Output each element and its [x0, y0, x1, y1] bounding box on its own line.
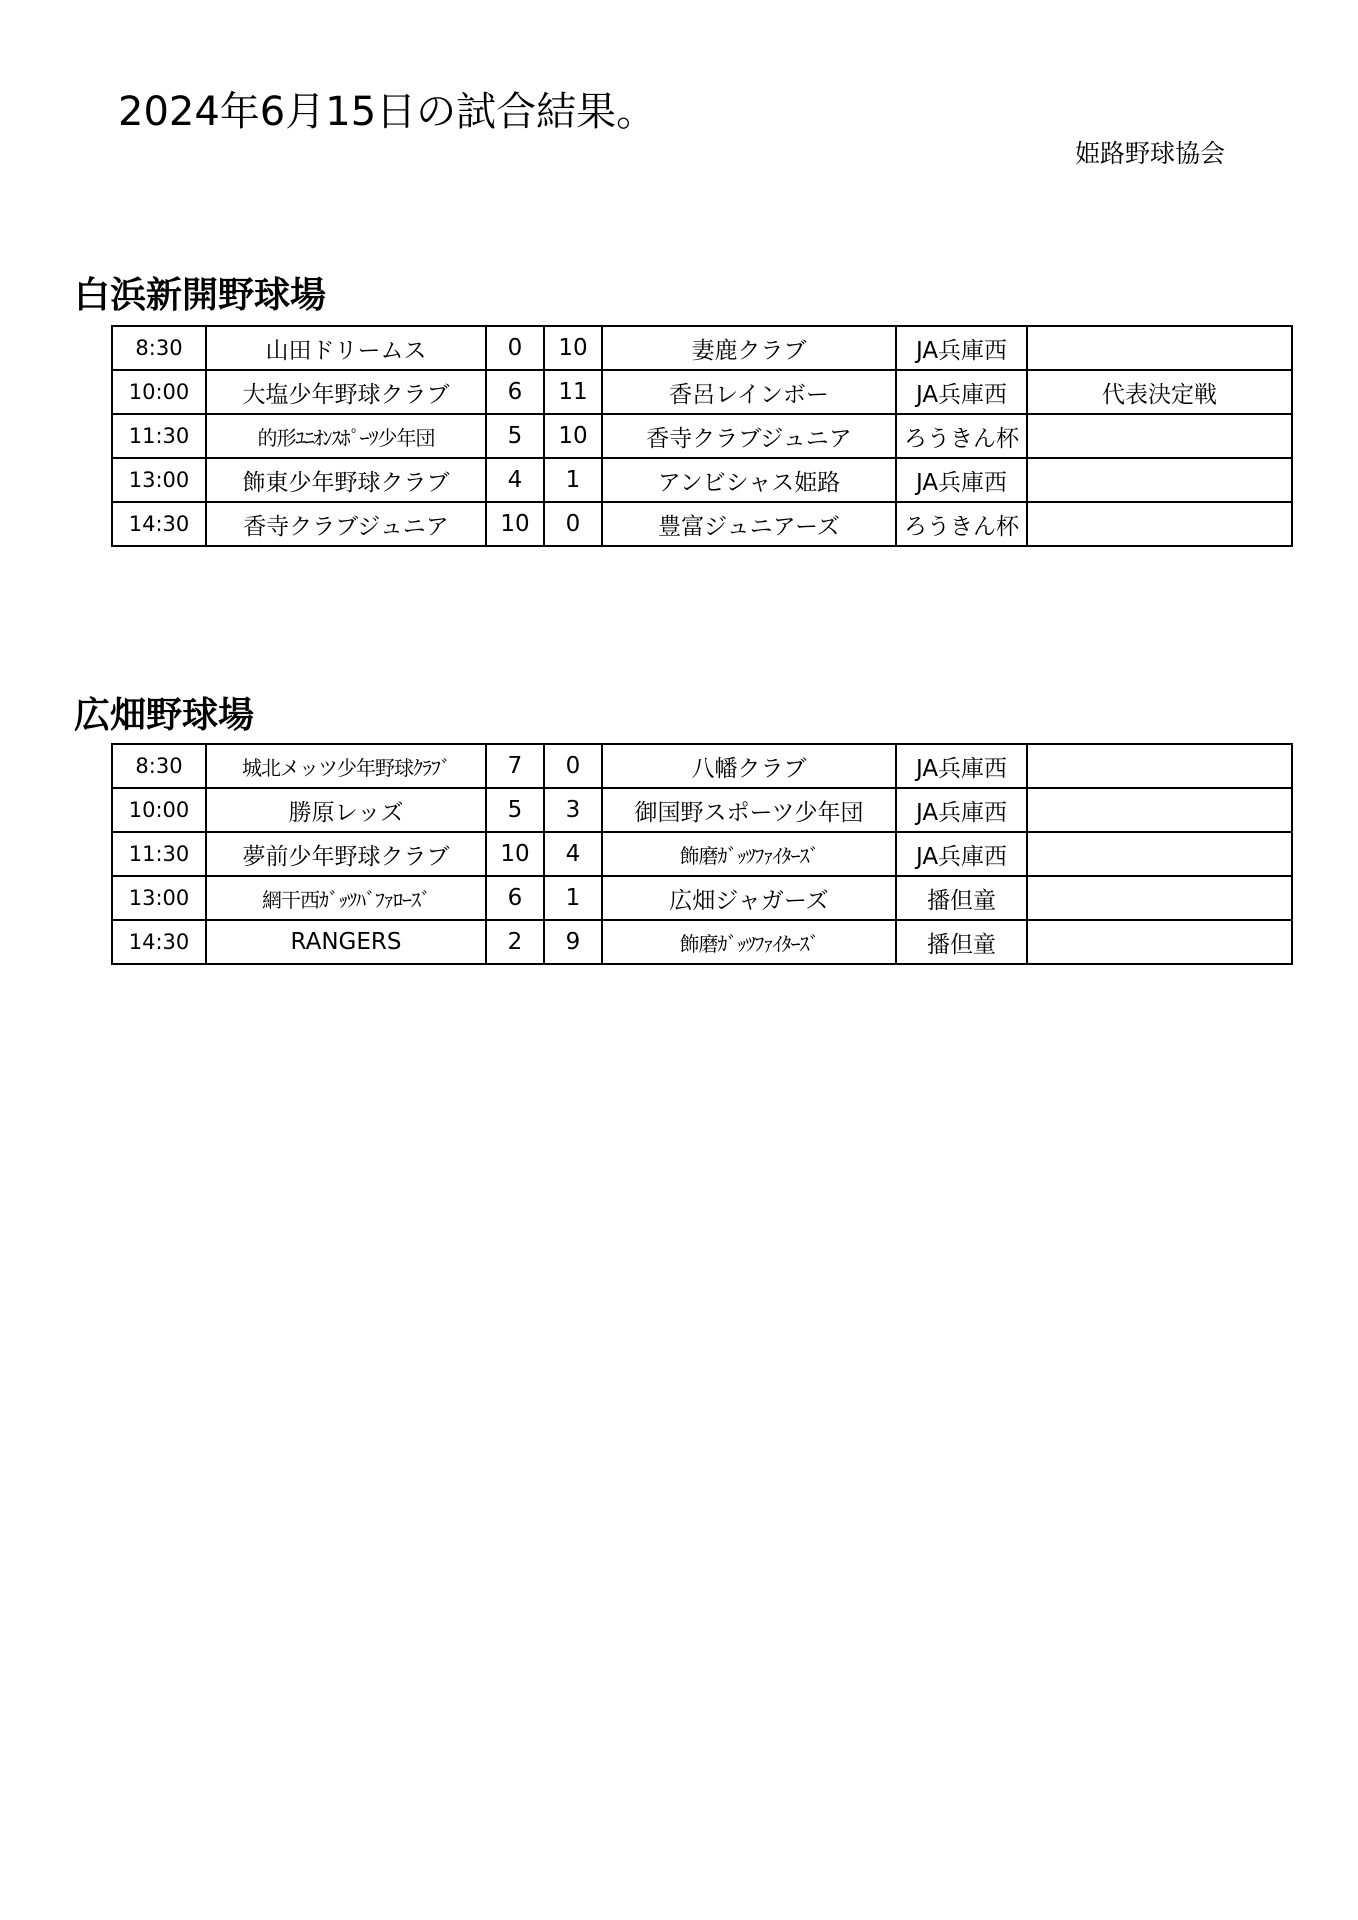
table-row	[112, 326, 1292, 370]
game-time: 11:30	[112, 414, 206, 458]
table-row	[112, 832, 1292, 876]
table-row	[112, 788, 1292, 832]
game-time: 13:00	[112, 458, 206, 502]
game-time: 13:00	[112, 876, 206, 920]
away-score: 11	[544, 370, 602, 414]
home-team: 的形ﾕﾆｵﾝｽﾎﾟｰﾂ少年団	[206, 414, 486, 458]
away-score: 10	[544, 326, 602, 370]
table-row	[112, 370, 1292, 414]
home-score: 6	[486, 370, 544, 414]
away-score: 9	[544, 920, 602, 964]
home-score: 5	[486, 414, 544, 458]
tournament-name: ろうきん杯	[896, 502, 1027, 546]
away-team: 飾磨ｶﾞｯﾂﾌｧｲﾀｰｽﾞ	[602, 832, 896, 876]
home-team: 網干西ｶﾞｯﾂﾊﾞﾌｧﾛｰｽﾞ	[206, 876, 486, 920]
tournament-name: JA兵庫西	[896, 744, 1027, 788]
game-note	[1027, 326, 1292, 370]
away-team: 広畑ジャガーズ	[602, 876, 896, 920]
table-row	[112, 744, 1292, 788]
away-score: 10	[544, 414, 602, 458]
table-row	[112, 876, 1292, 920]
home-score: 6	[486, 876, 544, 920]
home-team: 山田ドリームス	[206, 326, 486, 370]
away-team: 豊富ジュニアーズ	[602, 502, 896, 546]
home-team: RANGERS	[206, 920, 486, 964]
game-time: 14:30	[112, 502, 206, 546]
game-time: 8:30	[112, 744, 206, 788]
tournament-name: JA兵庫西	[896, 370, 1027, 414]
game-note	[1027, 502, 1292, 546]
home-score: 5	[486, 788, 544, 832]
table-row	[112, 414, 1292, 458]
game-time: 11:30	[112, 832, 206, 876]
venue-heading: 広畑野球場	[74, 695, 255, 736]
tournament-name: JA兵庫西	[896, 458, 1027, 502]
game-time: 14:30	[112, 920, 206, 964]
game-note	[1027, 458, 1292, 502]
away-team: 妻鹿クラブ	[602, 326, 896, 370]
away-score: 0	[544, 502, 602, 546]
game-note	[1027, 876, 1292, 920]
game-note	[1027, 788, 1292, 832]
away-team: 八幡クラブ	[602, 744, 896, 788]
home-score: 2	[486, 920, 544, 964]
tournament-name: 播但童	[896, 876, 1027, 920]
table-row	[112, 920, 1292, 964]
away-score: 4	[544, 832, 602, 876]
home-team: 城北メッツ少年野球ｸﾗﾌﾞ	[206, 744, 486, 788]
tournament-name: JA兵庫西	[896, 832, 1027, 876]
game-time: 10:00	[112, 788, 206, 832]
away-team: アンビシャス姫路	[602, 458, 896, 502]
results-table	[111, 325, 1293, 547]
game-note	[1027, 744, 1292, 788]
away-team: 飾磨ｶﾞｯﾂﾌｧｲﾀｰｽﾞ	[602, 920, 896, 964]
game-note	[1027, 832, 1292, 876]
game-time: 8:30	[112, 326, 206, 370]
away-score: 3	[544, 788, 602, 832]
away-team: 御国野スポーツ少年団	[602, 788, 896, 832]
game-note: 代表決定戦	[1027, 370, 1292, 414]
table-row	[112, 458, 1292, 502]
away-score: 1	[544, 458, 602, 502]
away-team: 香呂レインボー	[602, 370, 896, 414]
home-team: 香寺クラブジュニア	[206, 502, 486, 546]
game-time: 10:00	[112, 370, 206, 414]
venue-heading: 白浜新開野球場	[74, 275, 327, 316]
home-team: 夢前少年野球クラブ	[206, 832, 486, 876]
home-score: 10	[486, 502, 544, 546]
away-score: 1	[544, 876, 602, 920]
home-score: 4	[486, 458, 544, 502]
game-note	[1027, 414, 1292, 458]
home-score: 0	[486, 326, 544, 370]
tournament-name: 播但童	[896, 920, 1027, 964]
home-score: 10	[486, 832, 544, 876]
home-team: 大塩少年野球クラブ	[206, 370, 486, 414]
results-table	[111, 743, 1293, 965]
tournament-name: JA兵庫西	[896, 326, 1027, 370]
away-team: 香寺クラブジュニア	[602, 414, 896, 458]
page-title: 2024年6月15日の試合結果。	[118, 89, 657, 135]
tournament-name: ろうきん杯	[896, 414, 1027, 458]
home-score: 7	[486, 744, 544, 788]
away-score: 0	[544, 744, 602, 788]
game-note	[1027, 920, 1292, 964]
tournament-name: JA兵庫西	[896, 788, 1027, 832]
home-team: 飾東少年野球クラブ	[206, 458, 486, 502]
home-team: 勝原レッズ	[206, 788, 486, 832]
table-row	[112, 502, 1292, 546]
organization-name: 姫路野球協会	[1075, 139, 1226, 168]
